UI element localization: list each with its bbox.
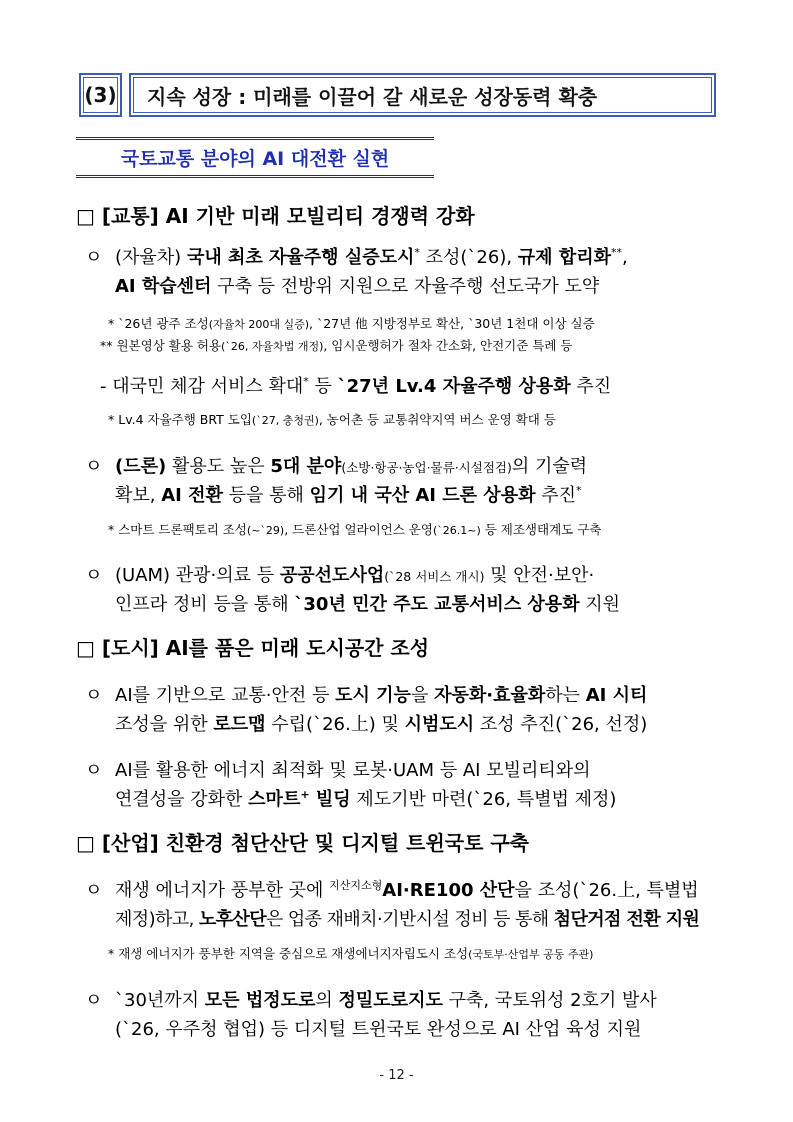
- text: 재생 에너지가 풍부한 곳에: [115, 880, 330, 901]
- text: (드론): [115, 456, 167, 477]
- text: 자동화·효율화: [434, 685, 546, 706]
- text: (자율차): [115, 247, 187, 268]
- text: (소방·항공·농업·물류·시설점검): [341, 460, 512, 475]
- footnote: [100, 336, 573, 354]
- text: *: [575, 484, 582, 497]
- bullet-continuation: [115, 785, 616, 811]
- sub-bullet-service: [100, 372, 611, 398]
- footnote: [108, 410, 556, 428]
- bullet-continuation: [115, 710, 647, 736]
- text: 로드맵: [213, 714, 266, 735]
- bullet-drone: [85, 452, 587, 478]
- bullet-continuation: [115, 590, 620, 616]
- bullet-ai-city: [85, 681, 647, 707]
- text: 조성을 위한: [115, 714, 214, 735]
- text: (자율차 200대 실증): [208, 318, 310, 331]
- section-title: 지속 성장 : 미래를 이끌어 갈 새로운 성장동력 확충: [129, 73, 716, 117]
- text: (~`29): [246, 524, 285, 537]
- circle-bullet-icon: ㅇ: [85, 456, 103, 477]
- page-number: - 12 -: [379, 1068, 414, 1083]
- text: +: [300, 788, 310, 801]
- text: 모든 법정도로: [204, 990, 316, 1011]
- text: 을: [410, 685, 435, 706]
- text: , 임시운행허가 절차 간소화, 안전기준 특례 등: [323, 338, 573, 353]
- text: 구축 등 전방위 지원으로 자율주행 선도국가 도약: [211, 276, 600, 297]
- text: , 드론산업 얼라이언스 운영: [284, 522, 433, 537]
- bullet-continuation: [115, 481, 581, 507]
- bullet-continuation: [115, 1015, 641, 1041]
- text: AI 시티: [585, 685, 648, 706]
- text: 및 안전·보안·: [484, 565, 595, 586]
- circle-bullet-icon: ㅇ: [85, 990, 103, 1011]
- category-heading-transport: [76, 200, 475, 229]
- bullet-uam: [85, 561, 594, 587]
- text: 의 기술력: [511, 456, 588, 477]
- circle-bullet-icon: ㅇ: [85, 565, 103, 586]
- text: `27년 Lv.4 자율주행 상용화: [337, 376, 571, 397]
- text: 은 업종 재배치·기반시설 정비 등 통해: [265, 909, 554, 930]
- text: 시범도시: [404, 714, 475, 735]
- text: * Lv.4 자율주행 BRT 도입: [108, 412, 252, 427]
- checkbox-square-icon: □: [76, 831, 95, 855]
- text: 등: [308, 376, 338, 397]
- text: 하는: [545, 685, 586, 706]
- text: (`28 서비스 개시): [384, 569, 485, 584]
- text: 제도기반 마련(`26, 특별법 제정): [350, 789, 617, 810]
- text: 제정)하고,: [115, 909, 199, 930]
- text: * 재생 에너지가 풍부한 지역을 중심으로 재생에너지자립도시 조성: [108, 946, 469, 961]
- footnote: [108, 944, 593, 962]
- category-heading-city: [76, 632, 429, 661]
- text: ,: [622, 247, 628, 268]
- text: ** 원본영상 활용 허용: [100, 338, 222, 353]
- bullet-digital-twin: [85, 986, 657, 1012]
- text: 구축, 국토위성 2호기 발사: [442, 990, 657, 1011]
- text: , `27년 他 지방정부로 확산, `30년 1천대 이상 실증: [309, 316, 595, 331]
- text: 활용도 높은: [166, 456, 271, 477]
- bullet-continuation: [115, 272, 599, 298]
- footnote: [108, 314, 595, 332]
- text: 연결성을 강화한: [115, 789, 249, 810]
- text: 5대 분야: [270, 456, 342, 477]
- text: 노후산단: [198, 909, 266, 930]
- bullet-industrial-complex: [85, 876, 699, 902]
- text: (국토부·산업부 공동 주관): [468, 948, 594, 961]
- subtitle-box: [76, 137, 434, 178]
- text: 지산지소형: [329, 879, 383, 892]
- text: * 스마트 드론팩토리 조성: [108, 522, 247, 537]
- text: (`26, 우주청 협업) 등 디지털 트윈국토 완성으로 AI 산업 육성 지원: [115, 1019, 642, 1040]
- text: 지원: [579, 594, 621, 615]
- footnote: [108, 520, 601, 538]
- circle-bullet-icon: ㅇ: [85, 247, 103, 268]
- text: *: [303, 375, 309, 388]
- text: (`27, 충청권): [251, 414, 319, 427]
- text: (`26, 자율차법 개정): [221, 340, 324, 353]
- text: *: [414, 246, 420, 259]
- heading-text: [교통] AI 기반 미래 모빌리티 경쟁력 강화: [94, 204, 475, 228]
- text: 임기 내 국산 AI 드론 상용화: [309, 485, 536, 506]
- text: 규제 합리화: [517, 247, 612, 268]
- text: 추진: [570, 376, 612, 397]
- text: AI·RE100 산단: [382, 880, 515, 901]
- text: 인프라 정비 등을 통해: [115, 594, 295, 615]
- text: , 농어촌 등 교통취약지역 버스 운영 확대 등: [318, 412, 556, 427]
- text: 스마트: [248, 789, 301, 810]
- circle-bullet-icon: ㅇ: [85, 685, 103, 706]
- text: AI 학습센터: [115, 276, 212, 297]
- text: 조성(`26),: [419, 247, 518, 268]
- text: `30년 민간 주도 교통서비스 상용화: [294, 594, 580, 615]
- heading-text: [도시] AI를 품은 미래 도시공간 조성: [94, 636, 430, 660]
- text: 도시 기능: [335, 685, 411, 706]
- text: 정밀도로지도: [338, 990, 443, 1011]
- checkbox-square-icon: □: [76, 204, 95, 228]
- text: 등을 통해: [222, 485, 310, 506]
- bullet-continuation: [115, 905, 699, 931]
- text: (`26.1~): [432, 524, 481, 537]
- bullet-smart-building: [85, 756, 591, 782]
- text: 의: [315, 990, 339, 1011]
- text: **: [611, 246, 623, 259]
- text: 빌딩: [309, 789, 351, 810]
- text: 국내 최초 자율주행 실증도시: [186, 247, 415, 268]
- text: `30년까지: [115, 990, 205, 1011]
- checkbox-square-icon: □: [76, 636, 95, 660]
- circle-bullet-icon: ㅇ: [85, 880, 103, 901]
- text: * `26년 광주 조성: [108, 316, 209, 331]
- circle-bullet-icon: ㅇ: [85, 760, 103, 781]
- text: 수립(`26.上) 및: [265, 714, 405, 735]
- text: 첨단거점 전환 지원: [553, 909, 700, 930]
- text: 등 제조생태계도 구축: [480, 522, 602, 537]
- text: 추진: [535, 485, 576, 506]
- heading-text: [산업] 친환경 첨단산단 및 디지털 트윈국토 구축: [94, 831, 530, 855]
- text: AI를 활용한 에너지 최적화 및 로봇·UAM 등 AI 모빌리티와의: [115, 760, 591, 781]
- text: - 대국민 체감 서비스 확대: [100, 376, 304, 397]
- text: 확보,: [115, 485, 162, 506]
- text: 공공선도사업: [279, 565, 385, 586]
- category-heading-industry: [76, 827, 529, 856]
- bullet-autonomous: [85, 243, 628, 269]
- text: AI를 기반으로 교통·안전 등: [115, 685, 336, 706]
- text: 조성 추진(`26, 선정): [474, 714, 648, 735]
- text: 을 조성(`26.上, 특별법: [514, 880, 699, 901]
- section-number: (3): [79, 73, 122, 117]
- text: AI 전환: [161, 485, 223, 506]
- subtitle: 국토교통 분야의 AI 대전환 실현: [120, 148, 390, 170]
- text: (UAM) 관광·의료 등: [115, 565, 280, 586]
